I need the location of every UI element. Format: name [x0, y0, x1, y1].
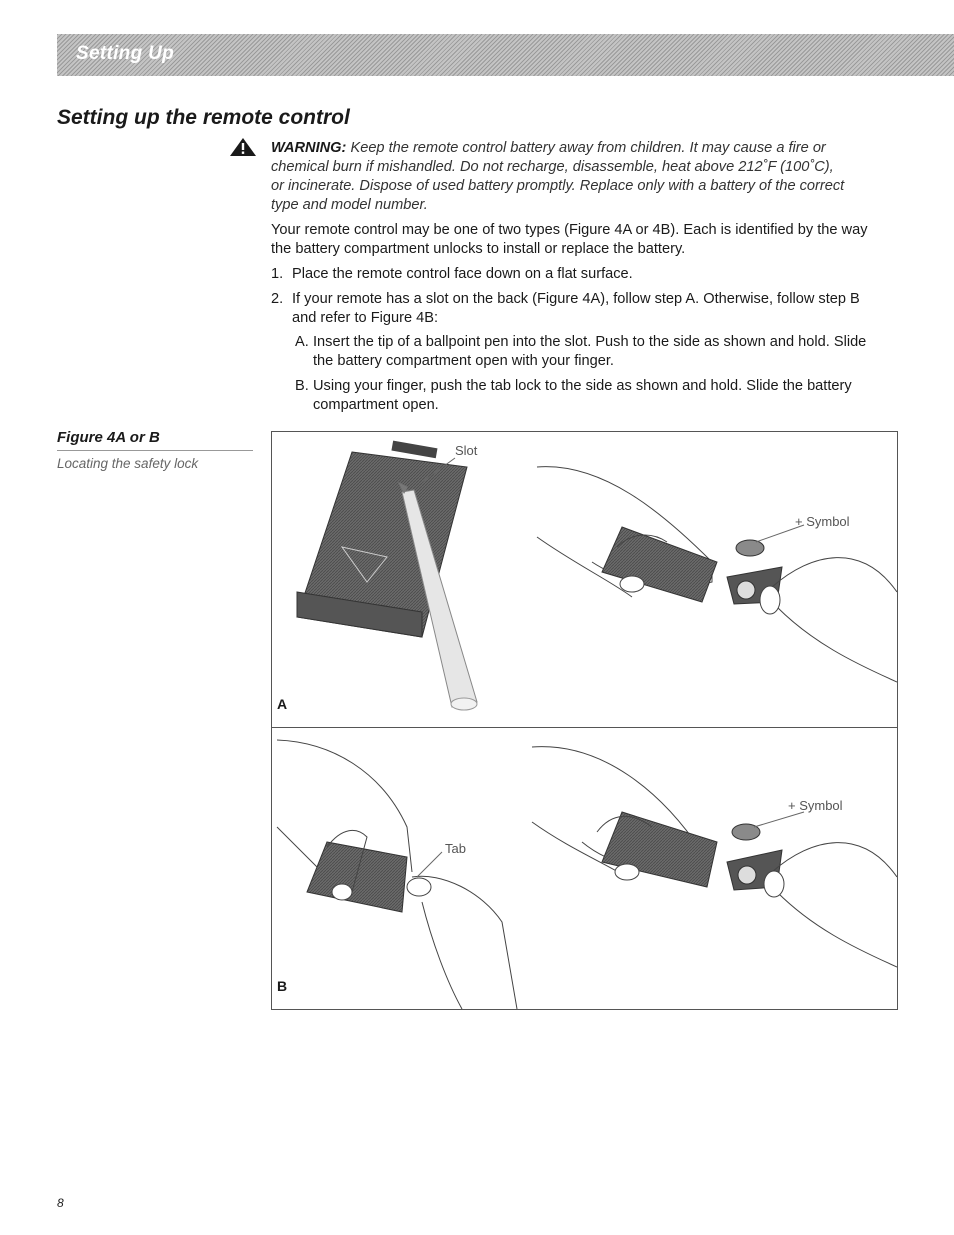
intro-line: the battery compartment unlocks to install or replace the battery. — [271, 241, 686, 257]
step-2 — [271, 290, 901, 328]
intro-paragraph — [271, 221, 901, 259]
step-number: 1. — [271, 266, 284, 282]
substep-letter: B. — [295, 378, 309, 394]
step-1 — [271, 265, 901, 284]
warning-line: type and model number. — [271, 197, 428, 213]
hand-illustration-b-left — [277, 740, 517, 1009]
figure-box — [271, 431, 898, 1010]
substep-text: compartment open. — [313, 397, 439, 413]
panel-a-label: A — [277, 696, 288, 712]
hand-illustration-b-right — [532, 747, 897, 967]
figure-label: Figure 4A or B — [57, 429, 160, 446]
step-number: 2. — [271, 291, 284, 307]
warning-icon — [229, 137, 257, 157]
hand-illustration-a — [537, 467, 897, 682]
figure-caption: Locating the safety lock — [57, 456, 199, 471]
substep-letter: A. — [295, 334, 309, 350]
warning-text — [271, 139, 901, 215]
substep-a — [295, 333, 905, 371]
warning-line: chemical burn if mishandled. Do not recharge, disassemble, heat above 212˚F (100˚C), — [271, 159, 834, 175]
substep-text: Using your finger, push the tab lock to the side as shown and hold. Slide the battery — [313, 378, 852, 394]
figure-label-rule — [57, 450, 253, 451]
page-number: 8 — [57, 1196, 64, 1210]
step-text: If your remote has a slot on the back (Figure 4A), follow step A. Otherwise, follow step B — [292, 291, 860, 307]
tab-callout: Tab — [445, 841, 466, 856]
intro-line: Your remote control may be one of two types (Figure 4A or 4B). Each is identified by the way — [271, 222, 868, 238]
symbol-callout-b: + Symbol — [788, 798, 843, 813]
warning-line: or incinerate. Dispose of used battery promptly. Replace only with a battery of the correct — [271, 178, 845, 194]
warning-label: WARNING: — [271, 140, 347, 156]
substep-b — [295, 377, 905, 415]
warning-line: Keep the remote control battery away from children. It may cause a fire or — [350, 140, 826, 156]
section-title: Setting Up — [76, 43, 174, 64]
step-text: Place the remote control face down on a flat surface. — [292, 266, 633, 282]
symbol-callout-a: + Symbol — [795, 514, 850, 529]
slot-callout: Slot — [455, 443, 478, 458]
step-text: and refer to Figure 4B: — [292, 310, 439, 326]
substep-text: the battery compartment open with your finger. — [313, 353, 614, 369]
section-banner — [57, 34, 954, 76]
panel-b-label: B — [277, 978, 288, 994]
substep-text: Insert the tip of a ballpoint pen into the slot. Push to the side as shown and hold. Slide — [313, 334, 867, 350]
panel-divider — [272, 727, 897, 728]
page-heading: Setting up the remote control — [57, 106, 350, 129]
